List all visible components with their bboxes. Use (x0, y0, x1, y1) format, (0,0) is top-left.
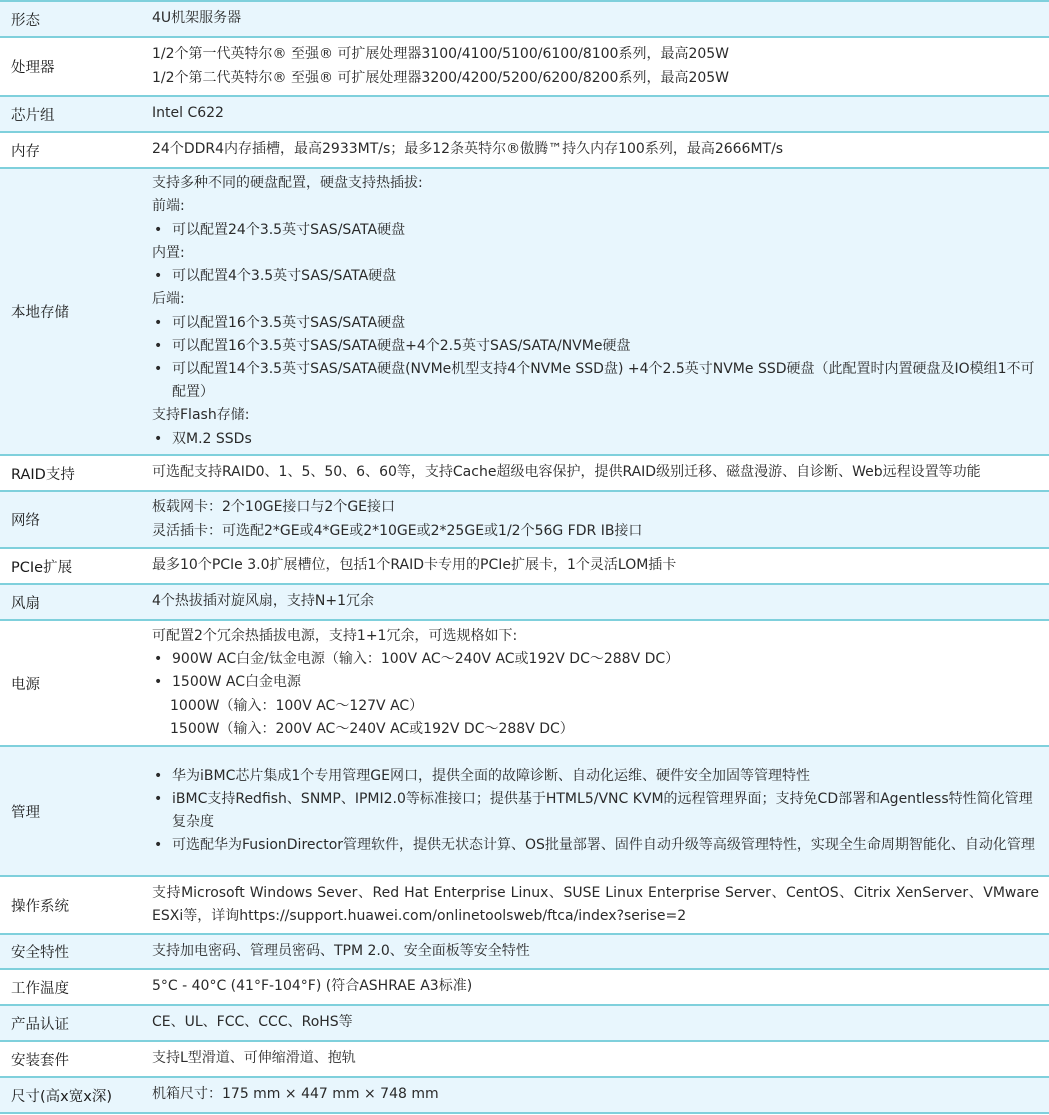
value-line: 后端: (152, 291, 185, 308)
row-label: 网络 (11, 513, 40, 529)
value-line: 1/2个第二代英特尔® 至强® 可扩展处理器3200/4200/5200/6200/8200系列，最高205W (152, 69, 730, 86)
spec-row-management (0, 747, 1049, 877)
row-value (140, 1006, 1049, 1040)
spec-row-mounting-kit (0, 1042, 1049, 1078)
row-label: 形态 (11, 12, 40, 29)
bullet-item: • 可以配置4个3.5英寸SAS/SATA硬盘 (152, 265, 1039, 288)
row-label: 操作系统 (11, 898, 69, 915)
spec-row-temperature (0, 970, 1049, 1006)
spec-row-certification (0, 1006, 1049, 1042)
spec-row-network (0, 492, 1049, 549)
row-value (140, 97, 1049, 131)
value-line: 内置: (152, 244, 185, 261)
spec-row-dimensions (0, 1078, 1049, 1114)
row-label: 内存 (11, 143, 40, 160)
bullet-item: • iBMC支持Redfish、SNMP、IPMI2.0等标准接口；提供基于HTML5/VNC KVM的远程管理界面；支持免CD部署和Agentless特性简化管理复杂度 (152, 788, 1039, 834)
value-line: 可配置2个冗余热插拔电源，支持1+1冗余，可选规格如下: (152, 628, 518, 644)
bullet-icon: • (154, 430, 163, 447)
bullet-icon: • (154, 360, 163, 377)
row-value (140, 456, 1049, 490)
row-value (140, 169, 1049, 454)
value-line: 1/2个第一代英特尔® 至强® 可扩展处理器3100/4100/5100/6100/8100系列，最高205W (152, 46, 730, 63)
value-line: 4U机架服务器 (152, 10, 242, 27)
row-value (140, 2, 1049, 36)
spec-row-security (0, 935, 1049, 970)
row-label: 尺寸(高x宽x深) (11, 1088, 112, 1105)
value-line: 支持L型滑道、可伸缩滑道、抱轨 (152, 1050, 356, 1067)
value-line: Intel C622 (152, 105, 224, 122)
row-value (140, 1042, 1049, 1076)
row-label: 本地存储 (11, 305, 69, 321)
bullet-icon: • (154, 790, 163, 807)
value-line: 可选配支持RAID0、1、5、50、6、60等，支持Cache超级电容保护，提供RAID级别迁移、磁盘漫游、自诊断、Web远程设置等功能 (152, 464, 981, 481)
spec-row-chipset (0, 97, 1049, 133)
bullet-icon: • (154, 221, 163, 238)
row-value (140, 585, 1049, 619)
row-label: 工作温度 (11, 980, 69, 997)
row-value (140, 492, 1049, 547)
row-label: 安装套件 (11, 1052, 69, 1069)
row-value (140, 621, 1049, 745)
spec-row-raid (0, 456, 1049, 492)
bullet-icon: • (154, 674, 163, 691)
row-label: RAID支持 (11, 466, 75, 483)
row-value (140, 970, 1049, 1004)
row-value (140, 133, 1049, 167)
value-line: 24个DDR4内存插槽，最高2933MT/s；最多12条英特尔®傲腾™持久内存100系列，最高2666MT/s (152, 141, 784, 158)
bullet-icon: • (154, 767, 163, 784)
spec-row-memory (0, 133, 1049, 169)
value-line: 板载网卡：2个10GE接口与2个GE接口 (152, 499, 396, 516)
row-value (140, 877, 1049, 933)
bullet-item: • 可以配置24个3.5英寸SAS/SATA硬盘 (152, 219, 1039, 242)
value-line: 1500W（输入：200V AC～240V AC或192V DC～288V DC） (170, 720, 574, 737)
value-line: 支持加电密码、管理员密码、TPM 2.0、安全面板等安全特性 (152, 942, 530, 959)
bullet-icon: • (154, 314, 163, 331)
value-line: 4个热拔插对旋风扇，支持N+1冗余 (152, 593, 375, 610)
value-line: 灵活插卡：可选配2*GE或4*GE或2*10GE或2*25GE或1/2个56G FDR IB接口 (152, 522, 643, 539)
bullet-item: • 可以配置16个3.5英寸SAS/SATA硬盘 (152, 312, 1039, 335)
value-line: 1000W（输入：100V AC～127V AC） (170, 697, 424, 714)
value-line: CE、UL、FCC、CCC、RoHS等 (152, 1014, 353, 1031)
row-value (140, 747, 1049, 875)
spec-row-form-factor (0, 2, 1049, 38)
value-line: 支持Microsoft Windows Sever、Red Hat Enterprise Linux、SUSE Linux Enterprise Server、CentOS、Citrix XenServer、VMware ESXi等，详询https://support.huawei.com/onlinetoolsweb/ftca/index?serise=2 (152, 884, 1039, 924)
row-label: PCIe扩展 (11, 559, 73, 576)
spec-row-os (0, 877, 1049, 935)
row-value (140, 935, 1049, 968)
bullet-icon: • (154, 268, 163, 285)
bullet-item: • 可以配置16个3.5英寸SAS/SATA硬盘+4个2.5英寸SAS/SATA/NVMe硬盘 (152, 335, 1039, 358)
bullet-item: • 双M.2 SSDs (152, 428, 1039, 451)
bullet-item: • 可选配华为FusionDirector管理软件，提供无状态计算、OS批量部署、固件自动升级等高级管理特性，实现全生命周期智能化、自动化管理 (152, 834, 1039, 857)
spec-row-power (0, 621, 1049, 747)
row-value (140, 549, 1049, 583)
row-value (140, 38, 1049, 95)
bullet-item: • 900W AC白金/钛金电源（输入：100V AC～240V AC或192V DC～288V DC） (152, 648, 1039, 671)
bullet-item: • 可以配置14个3.5英寸SAS/SATA硬盘(NVMe机型支持4个NVMe SSD盘) +4个2.5英寸NVMe SSD硬盘（此配置时内置硬盘及IO模组1不可配置） (152, 358, 1039, 404)
row-label: 处理器 (11, 60, 55, 76)
value-line: 支持Flash存储: (152, 407, 250, 424)
bullet-icon: • (154, 337, 163, 354)
bullet-item: • 华为iBMC芯片集成1个专用管理GE网口，提供全面的故障诊断、自动化运维、硬件安全加固等管理特性 (152, 765, 1039, 788)
value-line: 5°C - 40°C (41°F-104°F) (符合ASHRAE A3标准) (152, 978, 473, 995)
row-value (140, 1078, 1049, 1112)
bullet-icon: • (154, 837, 163, 854)
spec-row-fan (0, 585, 1049, 621)
bullet-item: • 1500W AC白金电源 (152, 671, 1039, 694)
value-line: 机箱尺寸：175 mm × 447 mm × 748 mm (152, 1086, 439, 1103)
value-line: 支持多种不同的硬盘配置，硬盘支持热插拔: (152, 175, 423, 192)
spec-row-local-storage (0, 169, 1049, 456)
row-label: 电源 (11, 676, 40, 693)
row-label: 安全特性 (11, 945, 69, 961)
row-label: 产品认证 (11, 1016, 69, 1033)
spec-row-pcie (0, 549, 1049, 585)
spec-row-processor (0, 38, 1049, 97)
row-label: 芯片组 (11, 107, 55, 124)
value-line: 最多10个PCIe 3.0扩展槽位，包括1个RAID卡专用的PCIe扩展卡，1个灵活LOM插卡 (152, 557, 677, 574)
bullet-icon: • (154, 651, 163, 668)
row-label: 风扇 (11, 595, 40, 612)
row-label: 管理 (11, 804, 40, 821)
value-line: 前端: (152, 198, 185, 215)
